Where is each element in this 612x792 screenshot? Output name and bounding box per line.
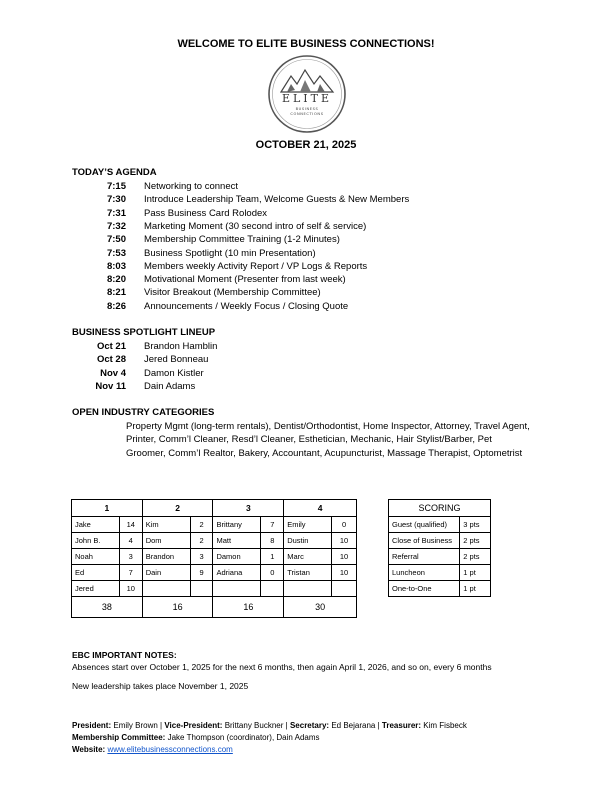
- spotlight-date: Oct 28: [96, 354, 126, 366]
- team-totals-row: [72, 597, 357, 618]
- spotlight-date: Oct 21: [96, 341, 126, 352]
- member-name-cell: Dain: [142, 565, 190, 581]
- member-points-cell: 0: [332, 517, 357, 533]
- industry-text: Property Mgmt (long-term rentals), Dentist/Orthodontist, Home Inspector, Attorney, Travel Agent, Printer, Comm’l Cleaner, Resd’l Cleaner, Esthetician, Mechanic, Hair Stylist/Barber, Pet Groomer, Comm’l Realtor, Bakery, Accountant, Acupuncturist, Massage Therapist, Optometrist: [126, 421, 530, 459]
- table-row: [72, 565, 357, 581]
- member-name-cell: Marc: [284, 549, 332, 565]
- agenda-description: Announcements / Weekly Focus / Closing Quote: [144, 300, 349, 312]
- member-name-cell: Dom: [142, 533, 190, 549]
- website-link[interactable]: www.elitebusinessconnections.com: [107, 745, 233, 754]
- svg-text:ELITE: ELITE: [281, 92, 333, 105]
- spotlight-name: Damon Kistler: [144, 367, 204, 379]
- agenda-item: [0, 207, 612, 220]
- vp-label: Vice-President:: [164, 721, 223, 730]
- team-header-row: [72, 500, 357, 517]
- agenda-description: Marketing Moment (30 second intro of self & service): [144, 220, 367, 232]
- scoring-heading: SCORING: [389, 500, 491, 517]
- scoring-points: 2 pts: [460, 549, 491, 565]
- agenda-item: [0, 247, 612, 260]
- officers-line: [72, 721, 467, 730]
- team-total: 16: [142, 597, 213, 618]
- vp-name: Brittany Buckner: [224, 721, 284, 730]
- member-name-cell: Matt: [213, 533, 261, 549]
- member-points-cell: 2: [190, 517, 213, 533]
- team-header: 3: [213, 500, 284, 517]
- scoring-points: 2 pts: [460, 533, 491, 549]
- treasurer-name: Kim Fisbeck: [423, 721, 467, 730]
- team-scores-table: [71, 499, 357, 618]
- member-name-cell: Ed: [72, 565, 120, 581]
- agenda-item: [0, 286, 612, 299]
- team-total: 38: [72, 597, 143, 618]
- table-row: [389, 565, 491, 581]
- member-points-cell: 10: [332, 549, 357, 565]
- agenda-item: [0, 300, 612, 313]
- president-name: Emily Brown: [113, 721, 158, 730]
- agenda-item: [0, 180, 612, 193]
- note-absences: Absences start over October 1, 2025 for the next 6 months, then again April 1, 2026, and so on, every 6 months: [72, 662, 492, 672]
- note-leadership: New leadership takes place November 1, 2025: [72, 681, 249, 691]
- table-row: [389, 517, 491, 533]
- scoring-points: 1 pt: [460, 581, 491, 597]
- agenda-time: 8:20: [106, 274, 126, 286]
- scoring-activity: Close of Business: [389, 533, 460, 549]
- scoring-activity: Referral: [389, 549, 460, 565]
- member-points-cell: 3: [119, 549, 142, 565]
- member-name-cell: Brandon: [142, 549, 190, 565]
- meeting-date: OCTOBER 21, 2025: [255, 139, 357, 151]
- agenda-item: [0, 273, 612, 286]
- member-name-cell: Damon: [213, 549, 261, 565]
- member-name-cell: [284, 581, 332, 597]
- agenda-description: Members weekly Activity Report / VP Logs & Reports: [144, 260, 368, 272]
- agenda-description: Pass Business Card Rolodex: [144, 207, 268, 219]
- member-points-cell: 10: [332, 565, 357, 581]
- agenda-item: [0, 220, 612, 233]
- agenda-description: Motivational Moment (Presenter from last week): [144, 274, 346, 286]
- separator: |: [160, 721, 163, 730]
- president-label: President:: [72, 721, 112, 730]
- notes-heading: EBC IMPORTANT NOTES:: [72, 650, 177, 660]
- committee-label: Membership Committee:: [72, 733, 166, 742]
- agenda-time: 7:15: [106, 181, 126, 192]
- agenda-time: 7:53: [106, 247, 126, 259]
- table-row: [389, 533, 491, 549]
- member-points-cell: 0: [261, 565, 284, 581]
- scoring-header-row: [389, 500, 491, 517]
- table-row: [389, 581, 491, 597]
- secretary-label: Secretary:: [289, 721, 330, 730]
- member-name-cell: Emily: [284, 517, 332, 533]
- agenda-time: 8:21: [106, 287, 126, 299]
- separator: |: [377, 721, 380, 730]
- spotlight-date: Nov 4: [100, 367, 126, 379]
- member-name-cell: Noah: [72, 549, 120, 565]
- member-points-cell: [332, 581, 357, 597]
- member-points-cell: 9: [190, 565, 213, 581]
- spotlight-item: [0, 353, 612, 366]
- table-row: [389, 549, 491, 565]
- table-row: [72, 517, 357, 533]
- table-row: [72, 549, 357, 565]
- spotlight-name: Jered Bonneau: [144, 354, 209, 366]
- member-name-cell: Dustin: [284, 533, 332, 549]
- treasurer-label: Treasurer:: [381, 721, 422, 730]
- member-name-cell: John B.: [72, 533, 120, 549]
- member-points-cell: [190, 581, 213, 597]
- spotlight-item: [0, 340, 612, 353]
- svg-text:BUSINESS: BUSINESS: [295, 107, 319, 111]
- member-points-cell: [261, 581, 284, 597]
- member-points-cell: 10: [119, 581, 142, 597]
- member-points-cell: 8: [261, 533, 284, 549]
- team-total: 30: [284, 597, 357, 618]
- agenda-heading: TODAY’S AGENDA: [72, 167, 157, 178]
- agenda-time: 7:50: [106, 234, 126, 246]
- spotlight-name: Brandon Hamblin: [144, 341, 218, 352]
- agenda-description: Networking to connect: [144, 181, 238, 192]
- member-name-cell: Tristan: [284, 565, 332, 581]
- agenda-time: 8:03: [106, 260, 126, 272]
- elite-logo: [267, 54, 347, 134]
- spotlight-date: Nov 11: [95, 380, 126, 392]
- committee-line: [72, 733, 320, 742]
- member-points-cell: 14: [119, 517, 142, 533]
- member-points-cell: 7: [119, 565, 142, 581]
- industry-heading: OPEN INDUSTRY CATEGORIES: [72, 407, 215, 418]
- team-total: 16: [213, 597, 284, 618]
- website-label: Website:: [72, 745, 106, 754]
- agenda-time: 7:30: [106, 194, 126, 206]
- team-header: 2: [142, 500, 213, 517]
- table-row: [72, 533, 357, 549]
- member-points-cell: 4: [119, 533, 142, 549]
- spotlight-heading: BUSINESS SPOTLIGHT LINEUP: [72, 327, 216, 338]
- scoring-activity: One-to-One: [389, 581, 460, 597]
- member-points-cell: 2: [190, 533, 213, 549]
- spotlight-item: [0, 380, 612, 393]
- agenda-item: [0, 193, 612, 206]
- team-header: 1: [72, 500, 143, 517]
- spotlight-name: Dain Adams: [144, 380, 196, 392]
- agenda-time: 7:31: [106, 207, 126, 219]
- agenda-description: Visitor Breakout (Membership Committee): [144, 287, 321, 299]
- committee-names: Jake Thompson (coordinator), Dain Adams: [167, 733, 320, 742]
- agenda-item: [0, 233, 612, 246]
- member-name-cell: Jake: [72, 517, 120, 533]
- member-name-cell: Brittany: [213, 517, 261, 533]
- member-points-cell: 7: [261, 517, 284, 533]
- agenda-time: 7:32: [106, 220, 126, 232]
- scoring-activity: Luncheon: [389, 565, 460, 581]
- website-line: [72, 745, 233, 754]
- page-title: WELCOME TO ELITE BUSINESS CONNECTIONS!: [177, 38, 435, 50]
- agenda-time: 8:26: [106, 300, 126, 312]
- member-name-cell: [213, 581, 261, 597]
- agenda-item: [0, 260, 612, 273]
- member-name-cell: Kim: [142, 517, 190, 533]
- agenda-description: Introduce Leadership Team, Welcome Guests & New Members: [144, 194, 410, 206]
- team-header: 4: [284, 500, 357, 517]
- agenda-description: Membership Committee Training (1-2 Minutes): [144, 234, 340, 246]
- member-name-cell: [142, 581, 190, 597]
- member-name-cell: Jered: [72, 581, 120, 597]
- secretary-name: Ed Bejarana: [331, 721, 376, 730]
- scoring-table: [388, 499, 491, 597]
- spotlight-item: [0, 367, 612, 380]
- member-name-cell: Adriana: [213, 565, 261, 581]
- svg-text:CONNECTIONS: CONNECTIONS: [290, 112, 324, 116]
- scoring-activity: Guest (qualified): [389, 517, 460, 533]
- table-row: [72, 581, 357, 597]
- scoring-points: 3 pts: [460, 517, 491, 533]
- agenda-description: Business Spotlight (10 min Presentation): [144, 247, 316, 259]
- member-points-cell: 3: [190, 549, 213, 565]
- scoring-points: 1 pt: [460, 565, 491, 581]
- separator: |: [285, 721, 288, 730]
- member-points-cell: 1: [261, 549, 284, 565]
- member-points-cell: 10: [332, 533, 357, 549]
